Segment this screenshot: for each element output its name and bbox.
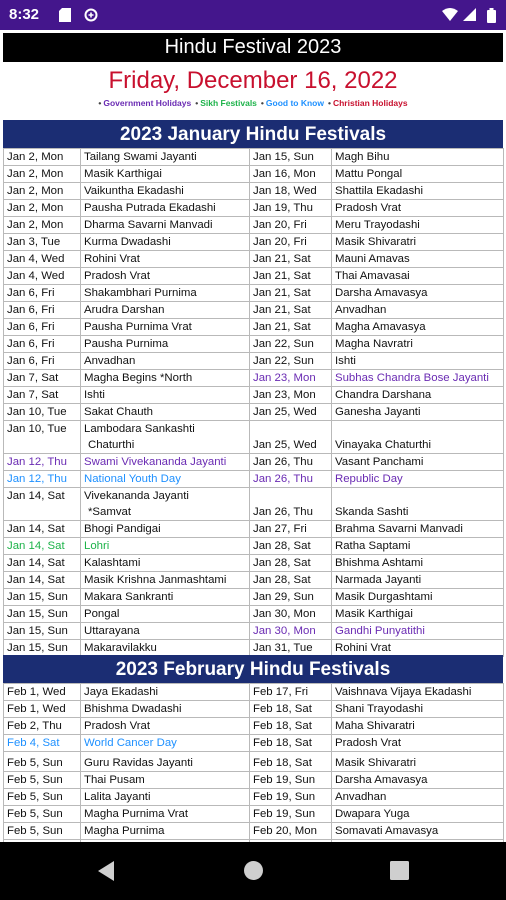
festival-date: Jan 27, Fri	[250, 521, 332, 538]
section-title: 2023 February Hindu Festivals	[3, 655, 503, 683]
festival-date: Jan 6, Fri	[4, 302, 81, 319]
festival-date: Feb 20, Mon	[250, 823, 332, 840]
festival-name: Meru Trayodashi	[332, 217, 504, 234]
festival-date: Jan 26, Thu	[250, 454, 332, 471]
festival-date: Jan 6, Fri	[4, 319, 81, 336]
festival-name: Mattu Pongal	[332, 166, 504, 183]
festival-name: Dharma Savarni Manvadi	[81, 217, 250, 234]
festival-name: Lambodara Sankashti	[84, 423, 195, 435]
festival-date: Jan 7, Sat	[4, 387, 81, 404]
festival-name: Magha Begins *North	[81, 370, 250, 387]
festival-name: Somavati Amavasya	[332, 823, 504, 840]
wifi-icon	[442, 8, 458, 22]
festival-name: Ishti	[332, 353, 504, 370]
festival-date: Feb 18, Sat	[250, 752, 332, 772]
table-row	[4, 752, 504, 772]
festival-date: Jan 2, Mon	[4, 149, 81, 166]
festival-name: Uttarayana	[81, 623, 250, 640]
festival-date: Feb 18, Sat	[250, 718, 332, 735]
festival-name: Kalashtami	[81, 555, 250, 572]
festival-name: Thai Pusam	[81, 772, 250, 789]
festival-name: Magha Amavasya	[332, 319, 504, 336]
festival-name: World Cancer Day	[81, 735, 250, 752]
festival-name: Lalita Jayanti	[81, 789, 250, 806]
festival-name: Thai Amavasai	[332, 268, 504, 285]
festival-name: Lohri	[81, 538, 250, 555]
legend-item: Government Holidays	[103, 98, 192, 108]
festival-date: Jan 14, Sat	[4, 521, 81, 538]
festival-date: Jan 22, Sun	[250, 336, 332, 353]
festival-name: Pausha Purnima	[81, 336, 250, 353]
festival-name: Arudra Darshan	[81, 302, 250, 319]
festival-name: Makara Sankranti	[81, 589, 250, 606]
table-row	[4, 268, 504, 285]
festival-name: Sakat Chauth	[81, 404, 250, 421]
festival-name: Masik Karthigai	[332, 606, 504, 623]
home-icon[interactable]	[243, 860, 264, 886]
festival-date: Jan 14, Sat	[4, 555, 81, 572]
festival-date: Jan 28, Sat	[250, 538, 332, 555]
festival-date: Jan 15, Sun	[4, 640, 81, 657]
table-row	[4, 488, 504, 521]
festival-date: Feb 2, Thu	[4, 718, 81, 735]
festival-date: Jan 12, Thu	[4, 471, 81, 488]
festival-date: Jan 14, Sat	[4, 572, 81, 589]
festival-name: Pausha Purnima Vrat	[81, 319, 250, 336]
festival-date: Feb 5, Sun	[4, 823, 81, 840]
legend-bullet: •	[327, 98, 331, 108]
festival-name: Vaishnava Vijaya Ekadashi	[332, 684, 504, 701]
festival-date: Feb 5, Sun	[4, 752, 81, 772]
festival-name: Chandra Darshana	[332, 387, 504, 404]
festival-name: Pradosh Vrat	[81, 718, 250, 735]
festival-name: Dwapara Yuga	[332, 806, 504, 823]
festival-table	[3, 148, 504, 657]
festival-date: Feb 18, Sat	[250, 701, 332, 718]
app-title: Hindu Festival 2023	[3, 33, 503, 62]
festival-date: Jan 14, Sat	[4, 488, 81, 521]
festival-date: Jan 28, Sat	[250, 555, 332, 572]
table-row	[4, 285, 504, 302]
table-row	[4, 149, 504, 166]
festival-date: Jan 20, Fri	[250, 234, 332, 251]
festival-name: Skanda Sashti	[332, 488, 504, 521]
festival-date: Jan 28, Sat	[250, 572, 332, 589]
table-row	[4, 555, 504, 572]
legend-bullet: •	[98, 98, 102, 108]
festival-date: Jan 22, Sun	[250, 353, 332, 370]
festival-name: Subhas Chandra Bose Jayanti	[332, 370, 504, 387]
recents-icon[interactable]	[390, 861, 409, 885]
festival-name: Pradosh Vrat	[81, 268, 250, 285]
festival-name: Gandhi Punyatithi	[332, 623, 504, 640]
festival-date: Jan 31, Tue	[250, 640, 332, 657]
table-row	[4, 166, 504, 183]
festival-name: Narmada Jayanti	[332, 572, 504, 589]
festival-date: Jan 23, Mon	[250, 387, 332, 404]
festival-name: National Youth Day	[81, 471, 250, 488]
festival-name	[81, 421, 250, 454]
festival-date: Jan 2, Mon	[4, 166, 81, 183]
january-festivals-section	[3, 120, 503, 657]
festival-date: Jan 4, Wed	[4, 251, 81, 268]
festival-date: Feb 5, Sun	[4, 772, 81, 789]
festival-date: Jan 3, Tue	[4, 234, 81, 251]
festival-date: Jan 18, Wed	[250, 183, 332, 200]
festival-name: Vasant Panchami	[332, 454, 504, 471]
festival-date: Jan 10, Tue	[4, 421, 81, 454]
festival-date: Jan 25, Wed	[250, 404, 332, 421]
current-date: Friday, December 16, 2022	[108, 67, 398, 94]
festival-date: Jan 30, Mon	[250, 606, 332, 623]
festival-date: Jan 23, Mon	[250, 370, 332, 387]
festival-name: Anvadhan	[81, 353, 250, 370]
festival-name: Ratha Saptami	[332, 538, 504, 555]
festival-name: Masik Shivaratri	[332, 234, 504, 251]
festival-date: Jan 2, Mon	[4, 217, 81, 234]
festival-name: Tailang Swami Jayanti	[81, 149, 250, 166]
festival-name: Bhishma Ashtami	[332, 555, 504, 572]
festival-name: Magha Purnima Vrat	[81, 806, 250, 823]
festival-date: Jan 15, Sun	[250, 149, 332, 166]
february-festivals-section	[3, 655, 503, 857]
festival-date: Jan 15, Sun	[4, 623, 81, 640]
sd-card-icon	[59, 8, 72, 22]
festival-date: Jan 6, Fri	[4, 353, 81, 370]
festival-date: Feb 19, Sun	[250, 789, 332, 806]
festival-name	[81, 488, 250, 521]
festival-name: Magh Bihu	[332, 149, 504, 166]
festival-date: Feb 5, Sun	[4, 806, 81, 823]
festival-date: Jan 16, Mon	[250, 166, 332, 183]
festival-date: Jan 26, Thu	[250, 471, 332, 488]
festival-date: Jan 15, Sun	[4, 606, 81, 623]
table-row	[4, 623, 504, 640]
festival-date: Jan 15, Sun	[4, 589, 81, 606]
festival-name: Shani Trayodashi	[332, 701, 504, 718]
festival-date: Jan 26, Thu	[250, 488, 332, 521]
festival-date: Jan 21, Sat	[250, 319, 332, 336]
festival-name: Ganesha Jayanti	[332, 404, 504, 421]
festival-name: Darsha Amavasya	[332, 285, 504, 302]
festival-name: Guru Ravidas Jayanti	[81, 752, 250, 772]
table-row	[4, 735, 504, 752]
table-row	[4, 538, 504, 555]
festival-name: Masik Karthigai	[81, 166, 250, 183]
festival-name: Vinayaka Chaturthi	[332, 421, 504, 454]
table-row	[4, 234, 504, 251]
festival-name: Bhishma Dwadashi	[81, 701, 250, 718]
festival-name: Anvadhan	[332, 302, 504, 319]
festival-name: Brahma Savarni Manvadi	[332, 521, 504, 538]
festival-name: Maha Shivaratri	[332, 718, 504, 735]
table-row	[4, 200, 504, 217]
festival-name: Vivekananda Jayanti	[84, 490, 189, 502]
festival-date: Feb 4, Sat	[4, 735, 81, 752]
table-row	[4, 336, 504, 353]
table-row	[4, 454, 504, 471]
festival-date: Feb 5, Sun	[4, 789, 81, 806]
festival-name: Rohini Vrat	[81, 251, 250, 268]
festival-date: Jan 29, Sun	[250, 589, 332, 606]
table-row	[4, 806, 504, 823]
festival-name: Mauni Amavas	[332, 251, 504, 268]
festival-name: Ishti	[81, 387, 250, 404]
festival-name: Shakambhari Purnima	[81, 285, 250, 302]
festival-date: Jan 6, Fri	[4, 285, 81, 302]
festival-date: Jan 14, Sat	[4, 538, 81, 555]
festival-date: Feb 17, Fri	[250, 684, 332, 701]
festival-date: Feb 1, Wed	[4, 701, 81, 718]
festival-name: Bhogi Pandigai	[81, 521, 250, 538]
festival-name: Magha Navratri	[332, 336, 504, 353]
table-row	[4, 471, 504, 488]
table-row	[4, 387, 504, 404]
festival-date: Jan 10, Tue	[4, 404, 81, 421]
festival-date: Jan 25, Wed	[250, 421, 332, 454]
festival-name: Pongal	[81, 606, 250, 623]
table-row	[4, 251, 504, 268]
table-row	[4, 640, 504, 657]
status-bar	[0, 0, 506, 30]
table-row	[4, 772, 504, 789]
festival-name: Rohini Vrat	[332, 640, 504, 657]
festival-name: Jaya Ekadashi	[81, 684, 250, 701]
table-row	[4, 421, 504, 454]
festival-name: Kurma Dwadashi	[81, 234, 250, 251]
festival-name: Makaravilakku	[81, 640, 250, 657]
legend-item: Sikh Festivals	[200, 98, 257, 108]
festival-name-continued: *Samvat	[88, 506, 132, 518]
festival-date: Jan 6, Fri	[4, 336, 81, 353]
table-row	[4, 823, 504, 840]
status-time: 8:32	[9, 6, 40, 23]
festival-date: Feb 19, Sun	[250, 806, 332, 823]
back-icon[interactable]	[96, 860, 116, 887]
festival-date: Jan 21, Sat	[250, 251, 332, 268]
legend-item: Good to Know	[265, 98, 324, 108]
festival-name: Republic Day	[332, 471, 504, 488]
festival-name: Magha Purnima	[81, 823, 250, 840]
festival-name: Pausha Putrada Ekadashi	[81, 200, 250, 217]
festival-name: Swami Vivekananda Jayanti	[81, 454, 250, 471]
festival-name: Masik Shivaratri	[332, 752, 504, 772]
table-row	[4, 319, 504, 336]
festival-date: Jan 19, Thu	[250, 200, 332, 217]
festival-name: Anvadhan	[332, 789, 504, 806]
festival-date: Jan 21, Sat	[250, 302, 332, 319]
festival-name: Masik Durgashtami	[332, 589, 504, 606]
table-row	[4, 183, 504, 200]
festival-date: Jan 30, Mon	[250, 623, 332, 640]
festival-date: Jan 2, Mon	[4, 183, 81, 200]
table-row	[4, 718, 504, 735]
table-row	[4, 589, 504, 606]
festival-date: Feb 18, Sat	[250, 735, 332, 752]
legend-bullet: •	[195, 98, 199, 108]
cellular-signal-icon	[463, 8, 476, 22]
table-row	[4, 701, 504, 718]
festival-table	[3, 683, 504, 857]
table-row	[4, 789, 504, 806]
festival-name: Vaikuntha Ekadashi	[81, 183, 250, 200]
legend-bullet: •	[260, 98, 264, 108]
table-row	[4, 302, 504, 319]
table-row	[4, 521, 504, 538]
legend-item: Christian Holidays	[332, 98, 408, 108]
navigation-bar	[0, 842, 506, 900]
festival-name: Shattila Ekadashi	[332, 183, 504, 200]
festival-name: Masik Krishna Janmashtami	[81, 572, 250, 589]
section-title: 2023 January Hindu Festivals	[3, 120, 503, 148]
festival-date: Feb 19, Sun	[250, 772, 332, 789]
festival-date: Jan 7, Sat	[4, 370, 81, 387]
table-row	[4, 684, 504, 701]
battery-icon	[487, 8, 496, 22]
table-row	[4, 404, 504, 421]
festival-name: Pradosh Vrat	[332, 735, 504, 752]
festival-date: Jan 20, Fri	[250, 217, 332, 234]
festival-date: Jan 12, Thu	[4, 454, 81, 471]
festival-date: Jan 21, Sat	[250, 285, 332, 302]
festival-date: Jan 4, Wed	[4, 268, 81, 285]
festival-date: Feb 1, Wed	[4, 684, 81, 701]
table-row	[4, 353, 504, 370]
table-row	[4, 606, 504, 623]
color-legend	[0, 97, 506, 109]
festival-name: Darsha Amavasya	[332, 772, 504, 789]
data-saver-icon	[84, 8, 97, 22]
festival-name-continued: Chaturthi	[88, 439, 135, 451]
festival-date: Jan 21, Sat	[250, 268, 332, 285]
festival-name: Pradosh Vrat	[332, 200, 504, 217]
table-row	[4, 370, 504, 387]
table-row	[4, 217, 504, 234]
festival-date: Jan 2, Mon	[4, 200, 81, 217]
table-row	[4, 572, 504, 589]
